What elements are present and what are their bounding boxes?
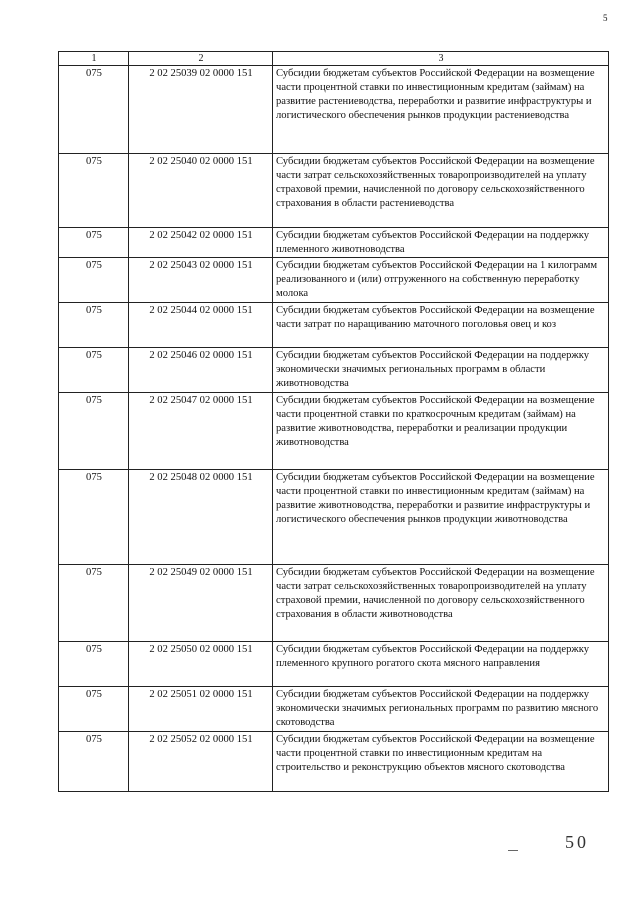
description-cell: Субсидии бюджетам субъектов Российской Федерации на поддержку экономически значимых региональных программ в области животноводства xyxy=(273,348,609,393)
description-cell: Субсидии бюджетам субъектов Российской Федерации на возмещение части процентной ставки по инвестиционным кредитам на строительство и реконструкцию объектов мясного скотоводства xyxy=(273,732,609,792)
admin-code-cell: 075 xyxy=(59,393,129,470)
table-row xyxy=(59,258,609,303)
table-row xyxy=(59,66,609,154)
admin-code-cell: 075 xyxy=(59,228,129,258)
admin-code-cell: 075 xyxy=(59,258,129,303)
budget-code-cell: 2 02 25052 02 0000 151 xyxy=(129,732,273,792)
table-row xyxy=(59,732,609,792)
admin-code-cell: 075 xyxy=(59,303,129,348)
budget-code-cell: 2 02 25043 02 0000 151 xyxy=(129,258,273,303)
handwritten-page-mark: 50 xyxy=(565,832,589,852)
header-col-3: 3 xyxy=(273,52,609,66)
budget-code-cell: 2 02 25049 02 0000 151 xyxy=(129,565,273,642)
budget-code-cell: 2 02 25048 02 0000 151 xyxy=(129,470,273,565)
description-cell: Субсидии бюджетам субъектов Российской Федерации на поддержку экономически значимых региональных программ по развитию мясного скотоводства xyxy=(273,687,609,732)
budget-codes-table xyxy=(58,51,609,792)
admin-code-cell: 075 xyxy=(59,470,129,565)
budget-code-cell: 2 02 25047 02 0000 151 xyxy=(129,393,273,470)
table-row xyxy=(59,393,609,470)
budget-code-cell: 2 02 25044 02 0000 151 xyxy=(129,303,273,348)
description-cell: Субсидии бюджетам субъектов Российской Федерации на возмещение части процентной ставки по инвестиционным кредитам (займам) на развитие животноводства, переработки и развитие инфраструктуры и логистического обеспечения рынков продукции животноводства xyxy=(273,470,609,565)
description-cell: Субсидии бюджетам субъектов Российской Федерации на поддержку племенного животноводства xyxy=(273,228,609,258)
table-row xyxy=(59,565,609,642)
description-cell: Субсидии бюджетам субъектов Российской Федерации на возмещение части затрат сельскохозяйственных товаропроизводителей на уплату страховой премии, начисленной по договору сельскохозяйственного страхования в области растениеводства xyxy=(273,154,609,228)
description-cell: Субсидии бюджетам субъектов Российской Федерации на возмещение части процентной ставки по инвестиционным кредитам (займам) на развитие растениеводства, переработки и развитие инфраструктуры и логистического обеспечения рынков продукции растениеводства xyxy=(273,66,609,154)
description-cell: Субсидии бюджетам субъектов Российской Федерации на 1 килограмм реализованного и (или) отгруженного на собственную переработку молока xyxy=(273,258,609,303)
pen-dash-mark xyxy=(508,850,518,851)
header-col-1: 1 xyxy=(59,52,129,66)
budget-code-cell: 2 02 25040 02 0000 151 xyxy=(129,154,273,228)
table-row xyxy=(59,303,609,348)
table-row xyxy=(59,470,609,565)
description-cell: Субсидии бюджетам субъектов Российской Федерации на возмещение части процентной ставки по краткосрочным кредитам (займам) на развитие животноводства, переработки и реализации продукции животноводства xyxy=(273,393,609,470)
description-cell: Субсидии бюджетам субъектов Российской Федерации на поддержку племенного крупного рогатого скота мясного направления xyxy=(273,642,609,687)
admin-code-cell: 075 xyxy=(59,642,129,687)
table-row xyxy=(59,348,609,393)
budget-code-cell: 2 02 25039 02 0000 151 xyxy=(129,66,273,154)
page-number: 5 xyxy=(603,13,608,23)
table-row xyxy=(59,642,609,687)
admin-code-cell: 075 xyxy=(59,154,129,228)
table-row xyxy=(59,154,609,228)
budget-code-cell: 2 02 25051 02 0000 151 xyxy=(129,687,273,732)
description-cell: Субсидии бюджетам субъектов Российской Федерации на возмещение части затрат сельскохозяйственных товаропроизводителей на уплату страховой премии, начисленной по договору сельскохозяйственного страхования в области животноводства xyxy=(273,565,609,642)
admin-code-cell: 075 xyxy=(59,687,129,732)
admin-code-cell: 075 xyxy=(59,565,129,642)
table-row xyxy=(59,687,609,732)
admin-code-cell: 075 xyxy=(59,348,129,393)
description-cell: Субсидии бюджетам субъектов Российской Федерации на возмещение части затрат по наращиванию маточного поголовья овец и коз xyxy=(273,303,609,348)
header-col-2: 2 xyxy=(129,52,273,66)
header-row xyxy=(59,52,609,66)
admin-code-cell: 075 xyxy=(59,732,129,792)
table-row xyxy=(59,228,609,258)
budget-code-cell: 2 02 25050 02 0000 151 xyxy=(129,642,273,687)
budget-code-cell: 2 02 25042 02 0000 151 xyxy=(129,228,273,258)
admin-code-cell: 075 xyxy=(59,66,129,154)
budget-code-cell: 2 02 25046 02 0000 151 xyxy=(129,348,273,393)
